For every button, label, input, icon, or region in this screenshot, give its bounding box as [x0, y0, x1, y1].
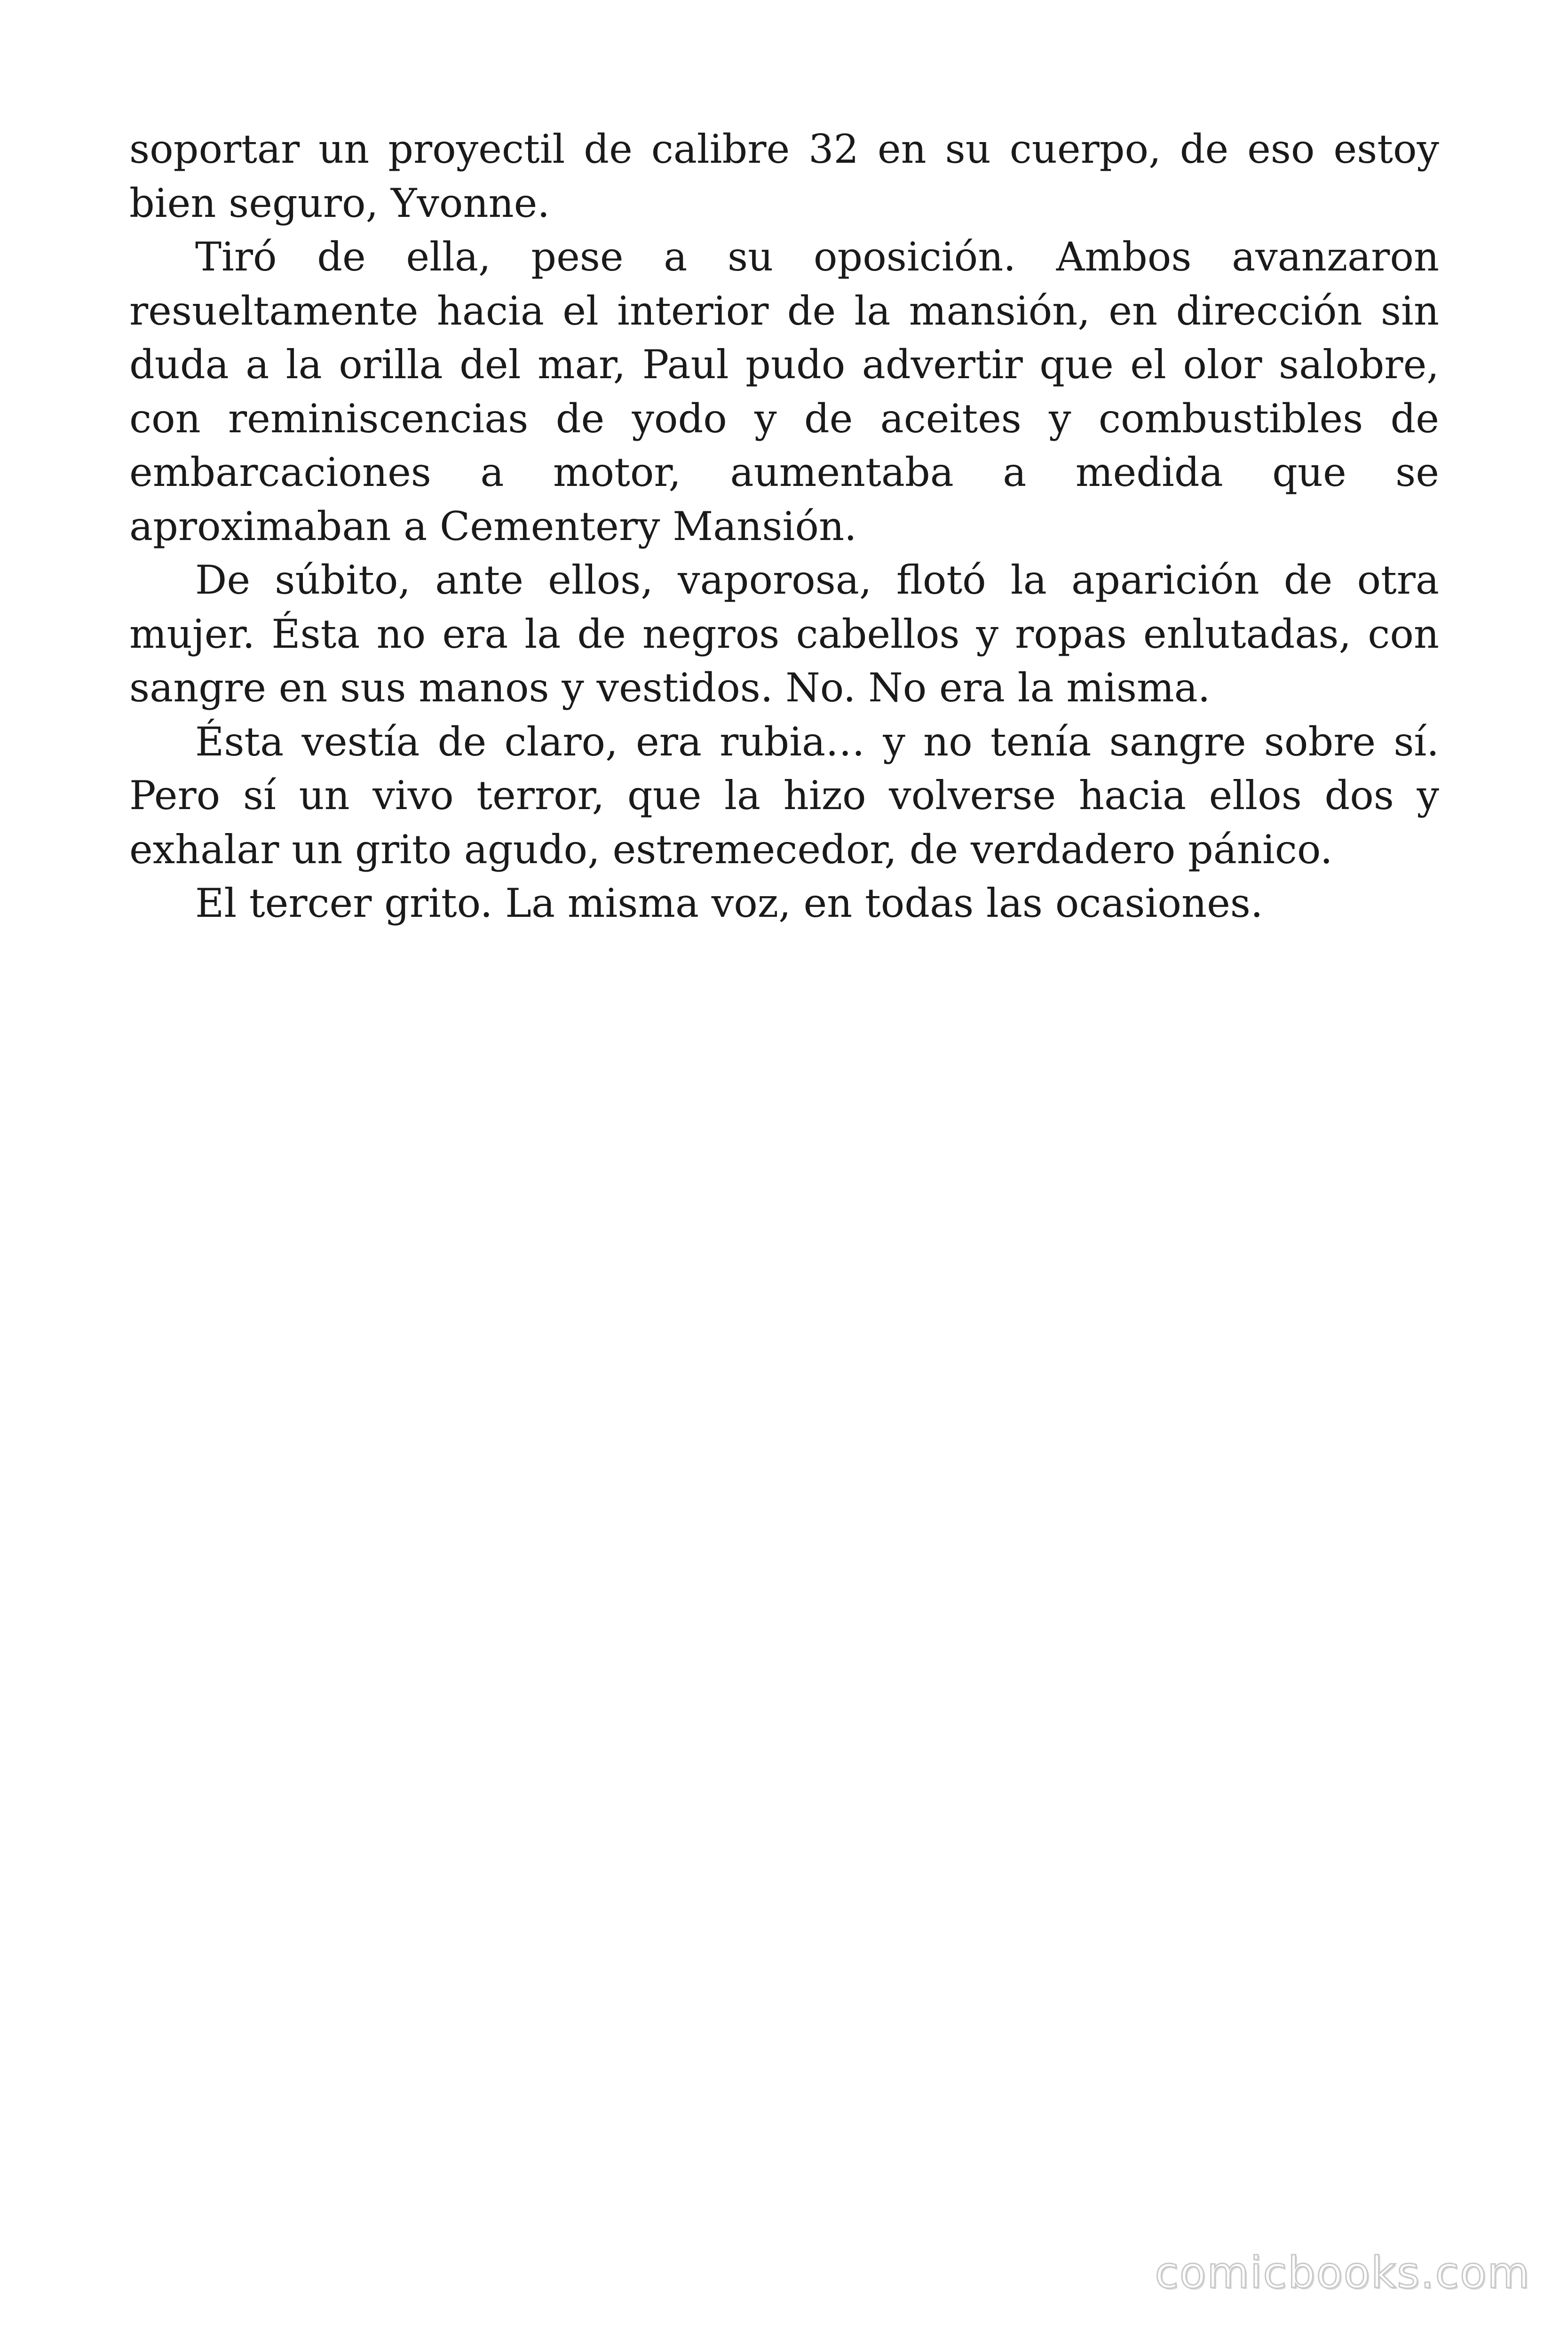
document-page	[129, 122, 1439, 930]
watermark: comicbooks.com	[1155, 2248, 1530, 2298]
paragraph-1: soportar un proyectil de calibre 32 en su cuerpo, de eso estoy bien seguro, Yvonne.	[129, 126, 1439, 226]
paragraph-2: Tiró de ella, pese a su oposición. Ambos avanzaron resueltamente hacia el interior de la mansión, en dirección sin duda a la orilla del mar, Paul pudo advertir que el olor salobre, con reminiscencias de yodo y de aceites y combustibles de embarcaciones a motor, aumentaba a medida que se aproximaban a Cementery Mansión.	[129, 234, 1439, 549]
paragraph-4: Ésta vestía de claro, era rubia… y no tenía sangre sobre sí. Pero sí un vivo terror, que la hizo volverse hacia ellos dos y exhalar un grito agudo, estremecedor, de verdadero pánico.	[129, 718, 1439, 873]
paragraph-5: El tercer grito. La misma voz, en todas las ocasiones.	[195, 880, 1263, 926]
paragraph-3: De súbito, ante ellos, vaporosa, flotó la aparición de otra mujer. Ésta no era la de negros cabellos y ropas enlutadas, con sangre en sus manos y vestidos. No. No era la misma.	[129, 557, 1439, 711]
